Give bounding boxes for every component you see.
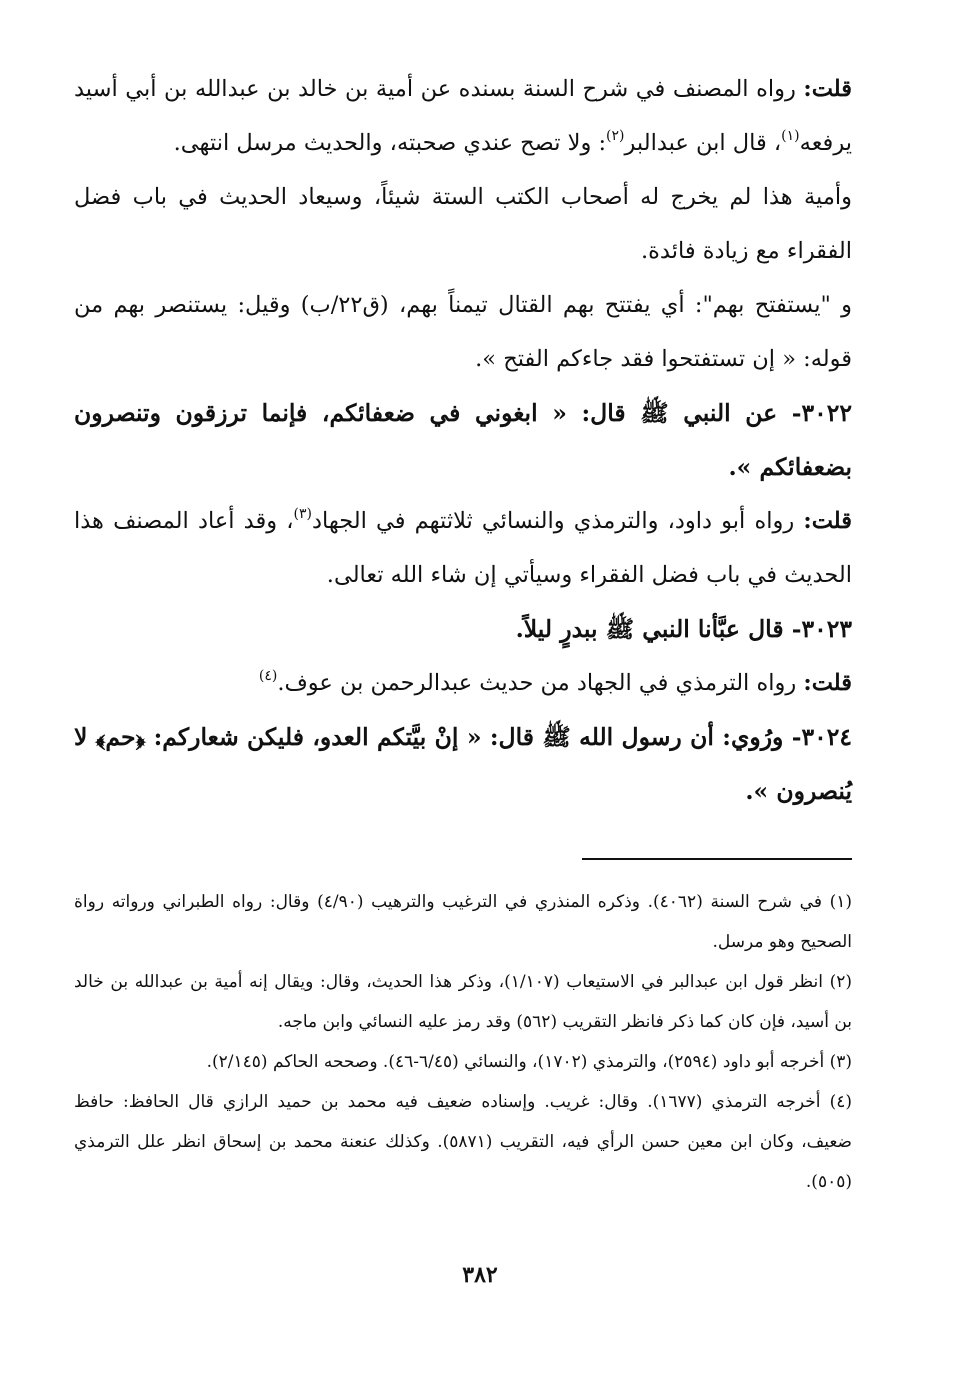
- main-text: [74, 62, 852, 818]
- hadith-3024: ٣٠٢٤- ورُوي: أن رسول الله ﷺ قال: « إنْ بيَّتكم العدو، فليكن شعاركم: ﴿حم﴾ لا يُنصرون ».: [74, 723, 852, 805]
- footnote-3: (٣) أخرجه أبو داود (٢٥٩٤)، والترمذي (١٧٠٢)، والنسائي (٦/٤٥-٤٦). وصححه الحاكم (٢/١٤٥).: [206, 1052, 852, 1072]
- text-span: رواه الترمذي في الجهاد من حديث عبدالرحمن بن عوف.: [277, 670, 804, 696]
- footnote-2: (٢) انظر قول ابن عبدالبر في الاستيعاب (١/١٠٧)، وذكر هذا الحديث، وقال: ويقال إنه أمية بن عبدالله بن خالد بن أسيد، فإن كان كما ذكر فانظر التقريب (٥٦٢) وقد رمز عليه النسائي وابن ماجه.: [74, 972, 852, 1032]
- footnote-ref-1[interactable]: (١): [781, 128, 800, 144]
- text-span: رواه المصنف في شرح السنة بسنده عن أمية بن خالد بن عبدالله بن أبي أسيد يرفعه: [74, 76, 852, 156]
- paragraph-commentary-5: [74, 656, 852, 710]
- footnote-1: (١) في شرح السنة (٤٠٦٢). وذكره المنذري في الترغيب والترهيب (٤/٩٠) وقال: رواه الطبراني ورواته رواة الصحيح وهو مرسل.: [74, 892, 853, 952]
- footnote-4: (٤) أخرجه الترمذي (١٦٧٧). وقال: غريب. وإسناده ضعيف فيه محمد بن حميد الرازي قال الحافظ: حافظ ضعيف، وكان ابن معين حسن الرأي فيه، التقريب (٥٨٧١). وكذلك عنعنة محمد بن إسحاق انظر علل الترمذي (٥٠٥).: [74, 1092, 852, 1192]
- paragraph-commentary-4: [74, 494, 852, 602]
- footnote-ref-3[interactable]: (٣): [293, 506, 312, 522]
- text-span: ، قال ابن عبدالبر: [624, 130, 782, 156]
- footnotes: [74, 882, 852, 1202]
- text-span: : ولا تصح عندي صحبته، والحديث مرسل انتهى.: [173, 130, 607, 156]
- qultu-keyword: قلت:: [803, 508, 852, 534]
- paragraph-commentary-1: [74, 62, 852, 170]
- text-span: ، وقد أعاد المصنف هذا الحديث في باب فضل الفقراء وسيأتي إن شاء الله تعالى.: [74, 508, 852, 588]
- footnote-ref-4[interactable]: (٤): [258, 668, 278, 684]
- paragraph-commentary-2: وأمية هذا لم يخرج له أصحاب الكتب الستة شيئاً، وسيعاد الحديث في باب فضل الفقراء مع زيادة فائدة.: [74, 184, 852, 264]
- hadith-3022: ٣٠٢٢- عن النبي ﷺ قال: « ابغوني في ضعفائكم، فإنما ترزقون وتنصرون بضعفائكم ».: [74, 399, 852, 481]
- footnote-separator: [582, 858, 852, 860]
- paragraph-commentary-3: و "يستفتح بهم": أي يفتتح بهم القتال تيمناً بهم، (ق٢٢/ب) وقيل: يستنصر بهم من قوله: « إن تستفتحوا فقد جاءكم الفتح ».: [74, 292, 852, 372]
- qultu-keyword: قلت:: [803, 670, 852, 696]
- text-span: رواه أبو داود، والترمذي والنسائي ثلاثتهم في الجهاد: [311, 508, 804, 534]
- hadith-3023: ٣٠٢٣- قال عبَّأنا النبي ﷺ ببدرٍ ليلاً.: [515, 615, 852, 643]
- qultu-keyword: قلت:: [803, 76, 852, 102]
- footnote-ref-2[interactable]: (٢): [606, 128, 625, 144]
- page-number: ٣٨٢: [462, 1262, 498, 1288]
